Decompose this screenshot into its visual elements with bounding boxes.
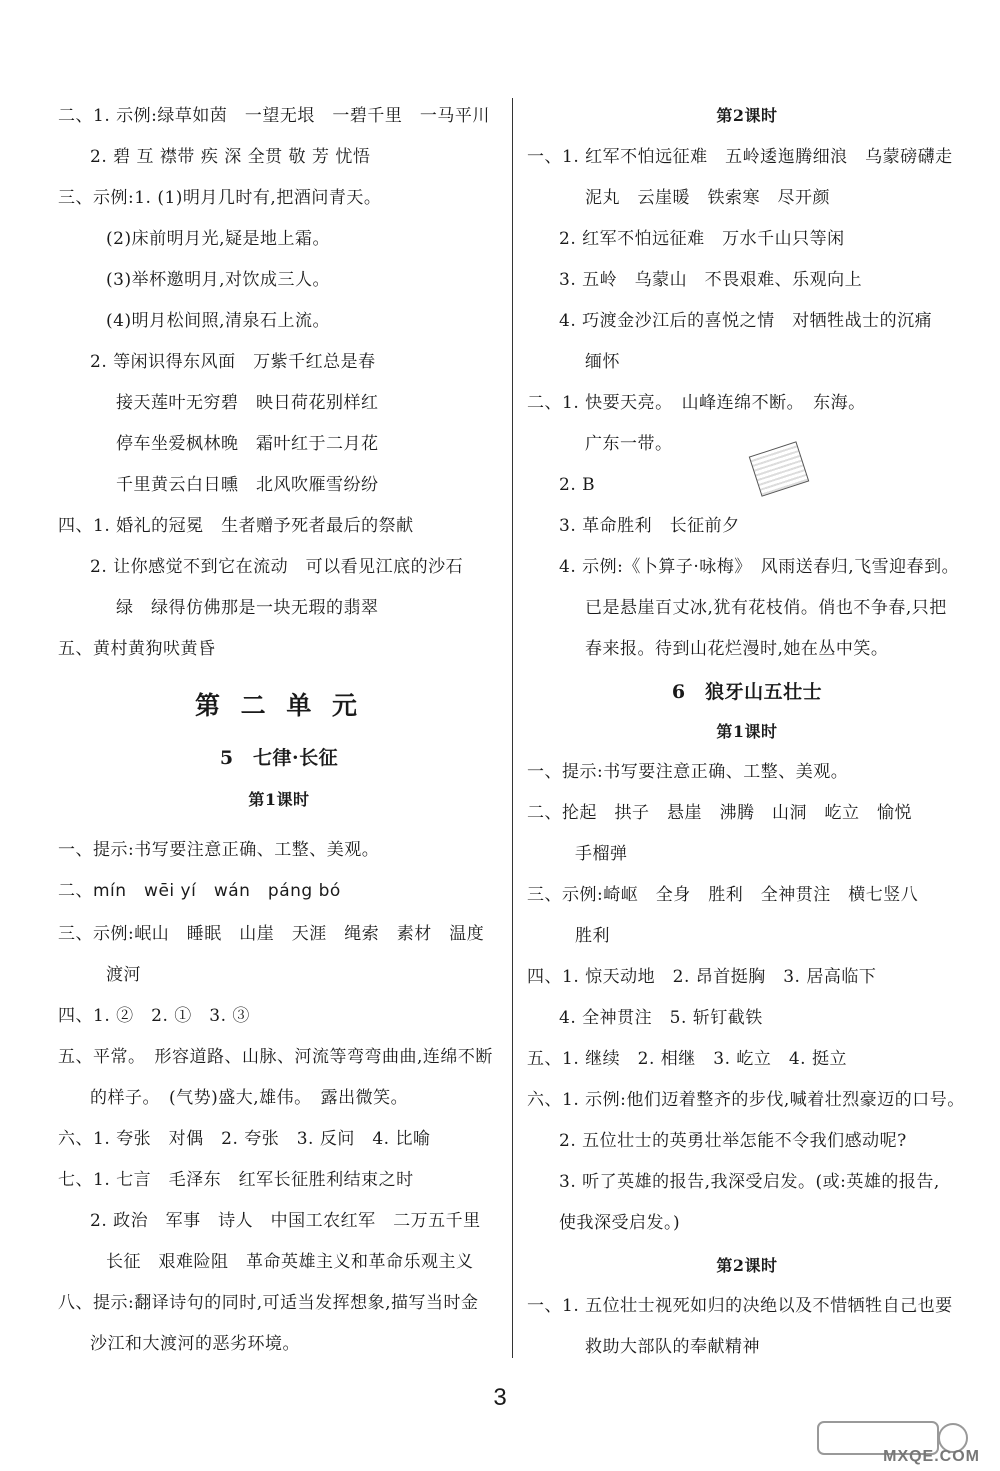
answer-line: 长征 艰难险阻 革命英雄主义和革命乐观主义 (106, 1252, 474, 1272)
answer-line: 七、1. 七言 毛泽东 红军长征胜利结束之时 (58, 1170, 414, 1190)
answer-line: 四、1. ② 2. ① 3. ③ (58, 1006, 250, 1026)
answer-line: (4)明月松间照,清泉石上流。 (106, 311, 330, 331)
answer-line: 胜利 (575, 926, 610, 946)
answer-line: 一、提示:书写要注意正确、工整、美观。 (527, 762, 849, 782)
answer-line: 4. 全神贯注 5. 斩钉截铁 (559, 1008, 763, 1028)
answer-line: 4. 巧渡金沙江后的喜悦之情 对牺牲战士的沉痛 (559, 311, 933, 331)
pinyin-line: 二、mín wēi yí wán páng bó (58, 881, 341, 901)
answer-line: 广东一带。 (585, 434, 673, 454)
answer-line: 四、1. 惊天动地 2. 昂首挺胸 3. 居高临下 (527, 967, 877, 987)
answer-line: 三、示例:崎岖 全身 胜利 全神贯注 横七竖八 (527, 885, 919, 905)
answer-line: 五、1. 继续 2. 相继 3. 屹立 4. 挺立 (527, 1049, 847, 1069)
answer-line: 2. B (559, 475, 596, 495)
section-title: 第1课时 (716, 722, 778, 741)
answer-line: 2. 五位壮士的英勇壮举怎能不令我们感动呢? (559, 1131, 907, 1151)
section-title: 第2课时 (716, 1256, 778, 1275)
answer-line: 2. 让你感觉不到它在流动 可以看见江底的沙石 (90, 557, 464, 577)
answer-line: 泥丸 云崖暖 铁索寒 尽开颜 (585, 188, 830, 208)
answer-line: 2. 政治 军事 诗人 中国工农红军 二万五千里 (90, 1211, 481, 1231)
answer-line: 三、示例:1. (1)明月几时有,把酒问青天。 (58, 188, 382, 208)
answer-line: 2. 等闲识得东风面 万紫千红总是春 (90, 352, 376, 372)
answer-line: 接天莲叶无穷碧 映日荷花别样红 (116, 393, 379, 413)
answer-line: 三、示例:岷山 睡眠 山崖 天涯 绳索 素材 温度 (58, 924, 485, 944)
page-number: 3 (493, 1384, 507, 1411)
answer-line: 八、提示:翻译诗句的同时,可适当发挥想象,描写当时金 (58, 1293, 479, 1313)
answer-line: 五、黄村黄狗吠黄昏 (58, 639, 216, 659)
unit-title: 第 二 单 元 (194, 691, 364, 720)
answer-line: 一、1. 五位壮士视死如归的决绝以及不惜牺牲自己也要 (527, 1296, 953, 1316)
lesson-title: 5 七律·长征 (219, 747, 339, 769)
answer-line: 二、1. 示例:绿草如茵 一望无垠 一碧千里 一马平川 (58, 106, 490, 126)
answer-line: 一、提示:书写要注意正确、工整、美观。 (58, 840, 380, 860)
section-title: 第1课时 (248, 790, 310, 809)
answer-line: 手榴弹 (575, 844, 628, 864)
answer-line: 使我深受启发。) (559, 1213, 681, 1233)
lesson-title: 6 狼牙山五壮士 (671, 681, 823, 703)
answer-line: 六、1. 夸张 对偶 2. 夸张 3. 反问 4. 比喻 (58, 1129, 431, 1149)
answer-line: 四、1. 婚礼的冠冕 生者赠予死者最后的祭献 (58, 516, 414, 536)
answer-line: 4. 示例:《卜算子·咏梅》 风雨送春归,飞雪迎春到。 (559, 557, 960, 577)
answer-line: 停车坐爱枫林晚 霜叶红于二月花 (116, 434, 379, 454)
answer-line: 2. 碧 互 襟带 疾 深 全贯 敬 芳 忧悟 (90, 147, 371, 167)
answer-line: 二、抡起 拱子 悬崖 沸腾 山洞 屹立 愉悦 (527, 803, 912, 823)
section-title: 第2课时 (716, 106, 778, 125)
answer-line: 千里黄云白日曛 北风吹雁雪纷纷 (116, 475, 379, 495)
answer-line: 春来报。待到山花烂漫时,她在丛中笑。 (585, 639, 889, 659)
answer-line: 救助大部队的奉献精神 (585, 1337, 760, 1357)
answer-line: 六、1. 示例:他们迈着整齐的步伐,喊着壮烈豪迈的口号。 (527, 1090, 965, 1110)
answer-line: 2. 红军不怕远征难 万水千山只等闲 (559, 229, 845, 249)
answer-line: 3. 革命胜利 长征前夕 (559, 516, 740, 536)
answer-line: 五、平常。 形容道路、山脉、河流等弯弯曲曲,连绵不断 (58, 1047, 493, 1067)
answer-line: 绿 绿得仿佛那是一块无瑕的翡翠 (116, 598, 379, 618)
stamp-mark (749, 441, 810, 496)
answer-line: 已是悬崖百丈冰,犹有花枝俏。俏也不争春,只把 (585, 598, 947, 618)
answer-line: 渡河 (106, 965, 141, 985)
answer-line: (3)举杯邀明月,对饮成三人。 (106, 270, 330, 290)
answer-line: 3. 五岭 乌蒙山 不畏艰难、乐观向上 (559, 270, 863, 290)
answer-line: 沙江和大渡河的恶劣环境。 (90, 1334, 300, 1354)
answer-line: 3. 听了英雄的报告,我深受启发。(或:英雄的报告, (559, 1172, 940, 1192)
answer-line: 缅怀 (585, 352, 620, 372)
column-divider (512, 98, 513, 1358)
watermark-text: MXQE.COM (883, 1448, 980, 1465)
answer-line: 一、1. 红军不怕远征难 五岭逶迤腾细浪 乌蒙磅礴走 (527, 147, 953, 167)
answer-line: 的样子。 (气势)盛大,雄伟。 露出微笑。 (90, 1088, 409, 1108)
answer-line: (2)床前明月光,疑是地上霜。 (106, 229, 330, 249)
answer-line: 二、1. 快要天亮。 山峰连绵不断。 东海。 (527, 393, 866, 413)
